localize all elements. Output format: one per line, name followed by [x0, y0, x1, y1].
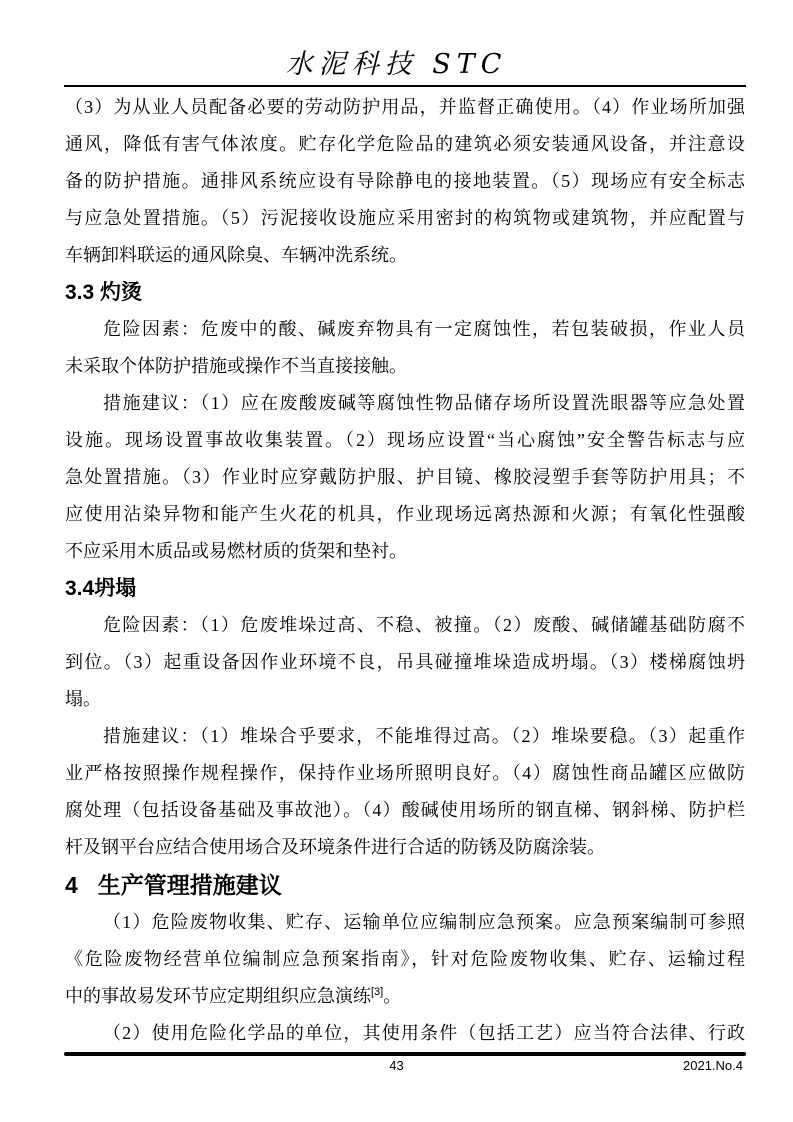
body-line: （1）危险废物收集、贮存、运输单位应编制应急预案。应急预案编制可参照: [103, 912, 745, 932]
footer-rule: [64, 1052, 746, 1056]
body-line: 备的防护措施。通排风系统应设有导除静电的接地装置。（5）现场应有安全标志: [65, 171, 745, 191]
journal-title: 水泥科技 STC: [285, 49, 508, 80]
section-4-title: 生产管理措施建议: [97, 872, 282, 898]
body-line: 不应采用木质品或易燃材质的货架和垫衬。: [65, 541, 407, 561]
body-line: 通风，降低有害气体浓度。贮存化学危险品的建筑必须安装通风设备，并注意设: [65, 134, 745, 154]
issue-label: 2021.No.4: [683, 1058, 743, 1073]
body-line: 车辆卸料联运的通风除臭、车辆冲洗系统。: [65, 245, 407, 265]
section-3-3-heading: 3.3 灼烫: [65, 281, 143, 304]
body-line: 到位。（3）起重设备因作业环境不良，吊具碰撞堆垛造成坍塌。（3）楼梯腐蚀坍: [65, 652, 745, 672]
body-line: 《危险废物经营单位编制应急预案指南》，针对危险废物收集、贮存、运输过程: [65, 949, 745, 969]
body-line-with-citation: [65, 978, 745, 1015]
header-rule: [64, 85, 746, 87]
page-body: [65, 89, 745, 1052]
body-line: 与应急处置措施。（5）污泥接收设施应采用密封的构筑物或建筑物，并应配置与: [65, 208, 745, 228]
body-line: 危险因素：（1）危废堆垛过高、不稳、被撞。（2）废酸、碱储罐基础防腐不: [103, 615, 745, 635]
body-line: 措施建议：（1）堆垛合乎要求，不能堆得过高。（2）堆垛要稳。（3）起重作: [103, 726, 745, 746]
body-line: 措施建议：（1）应在废酸废碱等腐蚀性物品储存场所设置洗眼器等应急处置: [103, 393, 745, 413]
line-text: 中的事故易发环节应定期组织应急演练: [65, 986, 371, 1006]
body-line: 业严格按照操作规程操作，保持作业场所照明良好。（4）腐蚀性商品罐区应做防: [65, 763, 745, 783]
line-text: 。: [383, 986, 402, 1006]
body-line: 危险因素：危废中的酸、碱废弃物具有一定腐蚀性，若包装破损，作业人员: [103, 319, 745, 339]
section-4-number: 4: [65, 872, 78, 898]
body-line: 急处置措施。（3）作业时应穿戴防护服、护目镜、橡胶浸塑手套等防护用具；不: [65, 467, 745, 487]
body-line: 未采取个体防护措施或操作不当直接接触。: [65, 356, 407, 376]
page-number: 43: [389, 1058, 404, 1073]
body-line: （2）使用危险化学品的单位，其使用条件（包括工艺）应当符合法律、行政: [103, 1023, 745, 1043]
section-4-heading: [65, 866, 745, 904]
body-line: 应使用沾染异物和能产生火花的机具，作业现场远离热源和火源；有氧化性强酸: [65, 504, 745, 524]
body-line: 腐处理（包括设备基础及事故池）。（4）酸碱使用场所的钢直梯、钢斜梯、防护栏: [65, 800, 745, 820]
body-line: 杆及钢平台应结合使用场合及环境条件进行合适的防锈及防腐涂装。: [65, 837, 605, 857]
body-line: 塌。: [65, 689, 101, 709]
body-line: （3）为从业人员配备必要的劳动防护用品，并监督正确使用。（4）作业场所加强: [65, 97, 745, 117]
citation-ref: [3]: [371, 986, 384, 998]
section-3-4-heading: 3.4坍塌: [65, 577, 137, 600]
body-line: 设施。现场设置事故收集装置。（2）现场应设置“当心腐蚀”安全警告标志与应: [65, 430, 745, 450]
